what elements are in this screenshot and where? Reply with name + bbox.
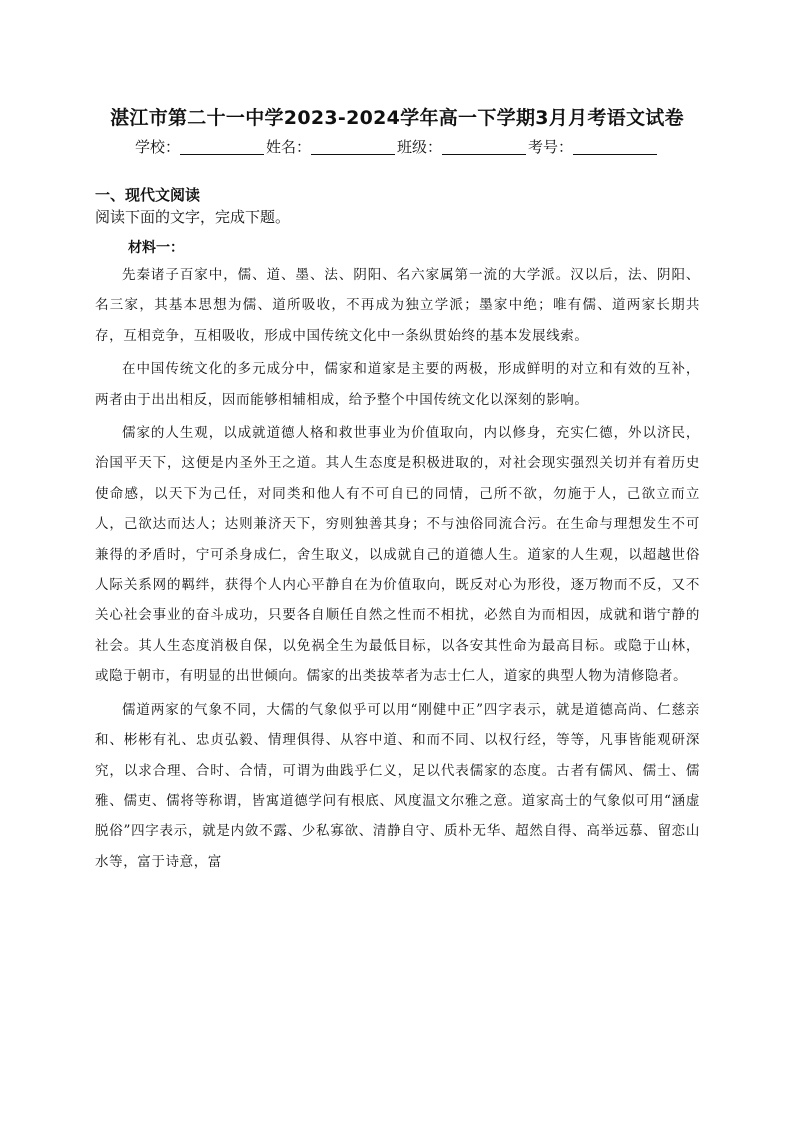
paragraph: 儒道两家的气象不同，大儒的气象似乎可以用“刚健中正”四字表示，就是道德高尚、仁慈亲和、彬彬有礼、忠贞弘毅、情理俱得、从容中道、和而不同、以权行经，等等，凡事皆能观研深究，以求合理、合时、合情，可谓为曲践乎仁义，足以代表儒家的态度。古者有儒风、儒士、儒雅、儒吏、儒将等称谓，皆寓道德学问有根底、风度温文尔雅之意。道家高士的气象似可用“涵虚脱俗”四字表示，就是内敛不露、少私寡欲、清静自守、质朴无华、超然自得、高举远慕、留恋山水等，富于诗意，富 [95, 701, 700, 870]
exam-number-field [528, 136, 659, 157]
paragraph: 在中国传统文化的多元成分中，儒家和道家是主要的两极，形成鲜明的对立和有效的互补，两者由于出出相反，因而能够相辅相成，给予整个中国传统文化以深刻的影响。 [95, 361, 700, 408]
section-heading: 一、现代文阅读 [95, 186, 201, 204]
exam-title: 湛江市第二十一中学2023-2024学年高一下学期3月月考语文试卷 [110, 107, 684, 129]
name-blank[interactable] [311, 138, 395, 155]
class-label: 班级： [397, 138, 443, 156]
name-label: 姓名： [265, 138, 311, 156]
class-blank[interactable] [442, 138, 526, 155]
reading-instruction: 阅读下面的文字，完成下题。 [95, 208, 291, 226]
paragraph: 儒家的人生观，以成就道德人格和救世事业为价值取向，内以修身，充实仁德，外以济民，治国平天下，这便是内圣外王之道。其人生态度是积极进取的，对社会现实强烈关切并有着历史使命感，以天下为己任，对同类和他人有不可自已的同情，己所不欲，勿施于人，己欲立而立人，己欲达而达人；达则兼济天下，穷则独善其身；不与浊俗同流合污。在生命与理想发生不可兼得的矛盾时，宁可杀身成仁，舍生取义，以成就自己的道德人生。道家的人生观，以超越世俗人际关系网的羁绊，获得个人内心平静自在为价值取向，既反对心为形役，逐万物而不反，又不关心社会事业的奋斗成功，只要各自顺任自然之性而不相扰，必然自为而相因，成就和谐宁静的社会。其人生态度消极自保，以免祸全生为最低目标，以各安其性命为最高目标。或隐于山林，或隐于朝市，有明显的出世倾向。儒家的出类拔萃者为志士仁人，道家的典型人物为清修隐者。 [95, 425, 700, 685]
name-field [266, 136, 397, 157]
exam-number-label: 考号： [528, 138, 574, 156]
school-field [135, 136, 266, 157]
school-blank[interactable] [180, 138, 264, 155]
passage-body [95, 260, 700, 880]
school-label: 学校： [134, 138, 180, 156]
paragraph: 先秦诸子百家中，儒、道、墨、法、阴阳、名六家属第一流的大学派。汉以后，法、阴阳、名三家，其基本思想为儒、道所吸收，不再成为独立学派；墨家中绝；唯有儒、道两家长期共存，互相竞争，互相吸收，形成中国传统文化中一条纵贯始终的基本发展线索。 [95, 267, 700, 344]
material-label: 材料一： [128, 240, 184, 256]
exam-number-blank[interactable] [573, 138, 657, 155]
student-info-fields [0, 136, 794, 157]
class-field [397, 136, 528, 157]
